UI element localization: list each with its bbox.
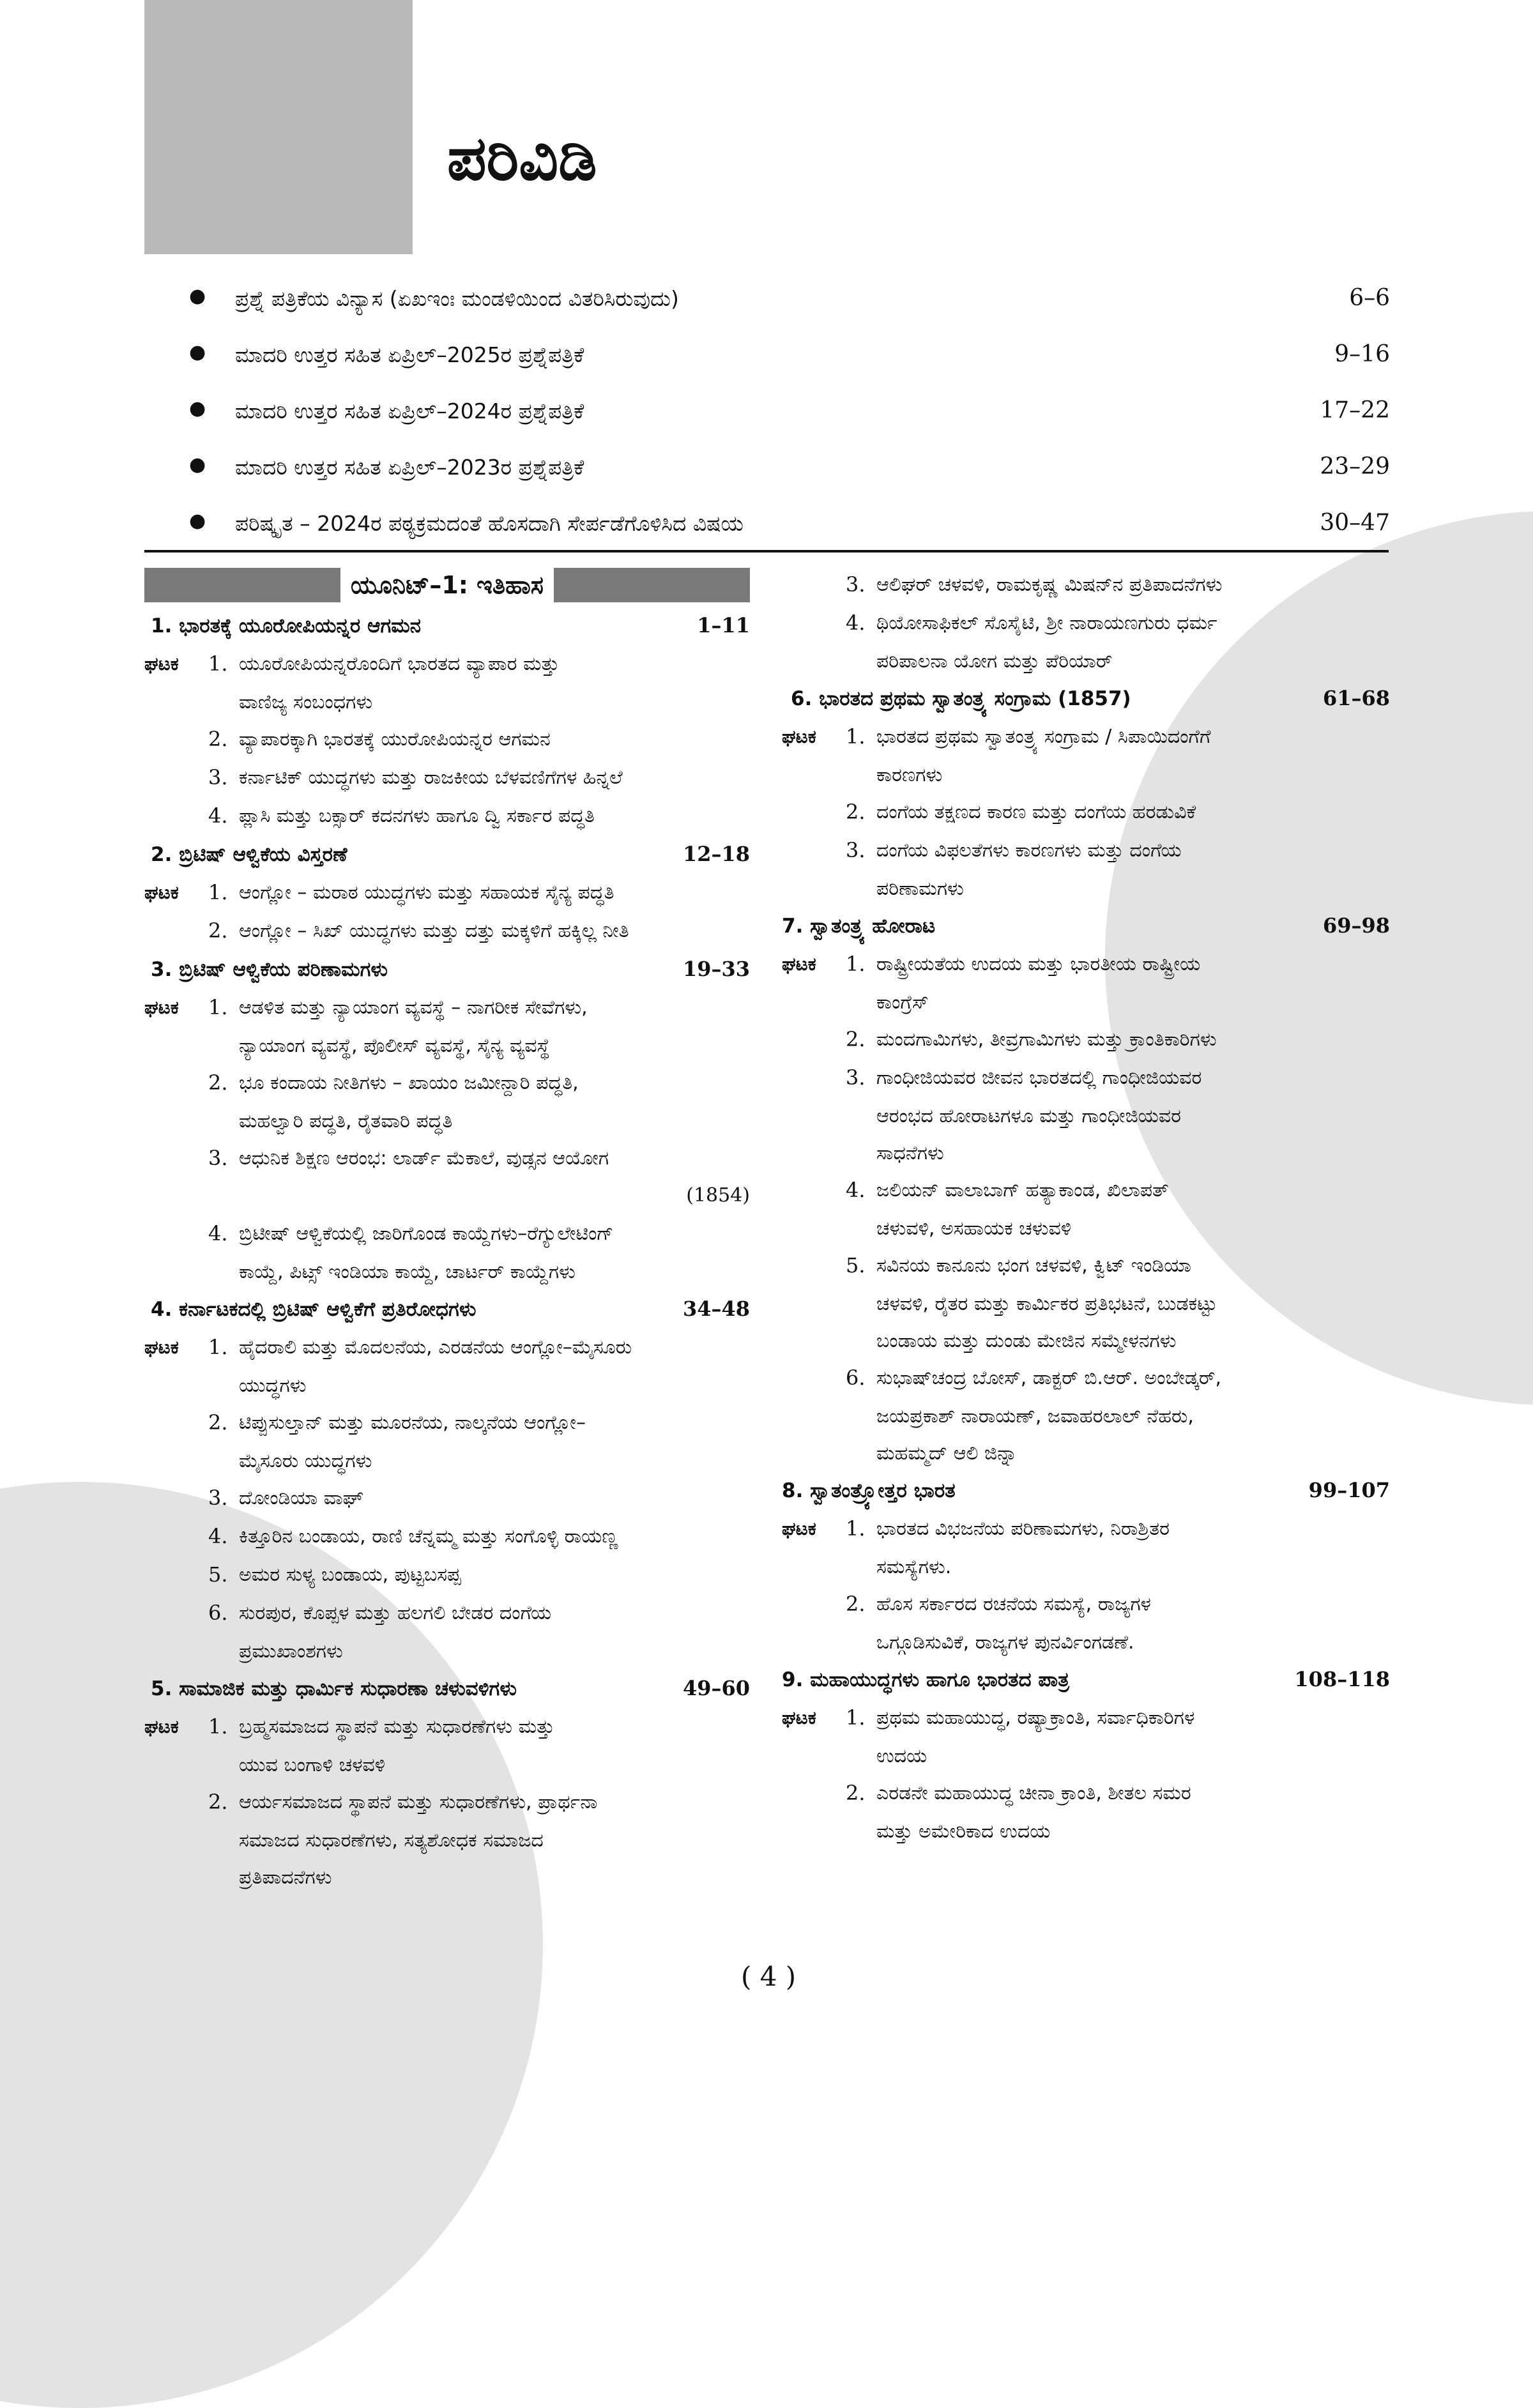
line-text: ಭಾರತದ ಪ್ರಥಮ ಸ್ವಾತಂತ್ರ್ಯ ಸಂಗ್ರಾಮ / ಸಿಪಾಯಿದಂಗೆಗೆ (876, 726, 1211, 748)
line-text: ಆಂಗ್ಲೋ – ಸಿಖ್ ಯುದ್ಧಗಳು ಮತ್ತು ದತ್ತು ಮಕ್ಕಳಿಗೆ ಹಕ್ಕಿಲ್ಲ ನೀತಿ (239, 920, 629, 942)
item-pages: 30–47 (1320, 510, 1390, 536)
front-matter-item (144, 448, 1390, 505)
ghataka-label: ಘಟಕ (144, 1716, 179, 1737)
line-text: ಸಮಾಜದ ಸುಧಾರಣೆಗಳು, ಸತ್ಯಶೋಧಕ ಸಮಾಜದ (239, 1829, 544, 1852)
toc-line (144, 720, 750, 759)
line-text: ಆಡಳಿತ ಮತ್ತು ನ್ಯಾಯಾಂಗ ವ್ಯವಸ್ಥೆ – ನಾಗರೀಕ ಸೇವೆಗಳು, (239, 996, 588, 1019)
toc-line (144, 1556, 750, 1594)
line-text: ಭಾರತದ ವಿಭಜನೆಯ ಪರಿಣಾಮಗಳು, ನಿರಾಶ್ರಿತರ (876, 1518, 1170, 1540)
item-number: 3. (208, 1146, 228, 1170)
chapter-title: 7. ಸ್ವಾತಂತ್ರ್ಯ ಹೋರಾಟ (782, 915, 936, 938)
toc-line (144, 1139, 750, 1178)
chapter-title: 8. ಸ್ವಾತಂತ್ರ್ಯೋತ್ತರ ಭಾರತ (782, 1479, 956, 1502)
chapter-title: 9. ಮಹಾಯುದ್ಧಗಳು ಹಾಗೂ ಭಾರತದ ಪಾತ್ರ (782, 1668, 1069, 1691)
item-number: 2. (208, 1071, 228, 1095)
toc-line (144, 1215, 750, 1253)
front-matter-list (144, 280, 1390, 561)
item-number: 4. (846, 611, 866, 635)
item-pages: 17–22 (1320, 397, 1390, 423)
line-text: ರಾಷ್ಟ್ರೀಯತೆಯ ಉದಯ ಮತ್ತು ಭಾರತೀಯ ರಾಷ್ಟ್ರೀಯ (876, 953, 1201, 975)
toc-line (144, 1027, 750, 1064)
line-text: ಬಂಡಾಯ ಮತ್ತು ದುಂಡು ಮೇಜಿನ ಸಮ್ಮೇಳನಗಳು (876, 1330, 1177, 1352)
line-text: ದಂಗೆಯ ತಕ್ಷಣದ ಕಾರಣ ಮತ್ತು ದಂಗೆಯ ಹರಡುವಿಕೆ (876, 801, 1196, 823)
ghataka-label: ಘಟಕ (144, 1336, 179, 1358)
toc-line (144, 1822, 750, 1859)
line-text: ಮೈಸೂರು ಯುದ್ಧಗಳು (239, 1450, 372, 1472)
chapter-heading (782, 1472, 1390, 1510)
ghataka-label: ಘಟಕ (144, 653, 179, 674)
item-number: 3. (208, 1486, 228, 1510)
line-text: ನ್ಯಾಯಾಂಗ ವ್ಯವಸ್ಥೆ, ಪೊಲೀಸ್ ವ್ಯವಸ್ಥೆ, ಸೈನ್ಯ ವ್ಯವಸ್ಥೆ (239, 1035, 550, 1057)
unit-header-bar-right (554, 568, 750, 602)
item-text: ಪರಿಷ್ಕೃತ – 2024ರ ಪಠ್ಯಕ್ರಮದಂತೆ ಹೊಸದಾಗಿ ಸೇರ್ಪಡೆಗೊಳಿಸಿದ ವಿಷಯ (235, 511, 744, 536)
line-text: ಆರಂಭದ ಹೋರಾಟಗಳೂ ಮತ್ತು ಗಾಂಧೀಜಿಯವರ (876, 1105, 1181, 1127)
toc-line (782, 1774, 1390, 1813)
ghataka-label: ಘಟಕ (782, 726, 816, 747)
toc-line (144, 874, 750, 912)
line-text: ಆಧುನಿಕ ಶಿಕ್ಷಣ ಆರಂಭ: ಲಾರ್ಡ್ ಮೆಕಾಲೆ, ವುಡ್ಸನ ಆಯೋಗ (239, 1147, 609, 1170)
toc-line (782, 832, 1390, 870)
line-text: ಸವಿನಯ ಕಾನೂನು ಭಂಗ ಚಳವಳಿ, ಕ್ವಿಟ್ ಇಂಡಿಯಾ (876, 1254, 1192, 1277)
line-text: ದಂಗೆಯ ವಿಫಲತೆಗಳು ಕಾರಣಗಳು ಮತ್ತು ದಂಗೆಯ (876, 839, 1182, 862)
toc-line (782, 604, 1390, 643)
bullet-icon: ● (189, 453, 206, 476)
chapter-title: 5. ಸಾಮಾಜಿಕ ಮತ್ತು ಧಾರ್ಮಿಕ ಸುಧಾರಣಾ ಚಳುವಳಿಗಳು (151, 1677, 517, 1700)
line-text: ಉದಯ (876, 1745, 927, 1767)
front-matter-item (144, 336, 1390, 392)
line-text: ವ್ಯಾಪಾರಕ್ಕಾಗಿ ಭಾರತಕ್ಕೆ ಯುರೋಪಿಯನ್ನರ ಆಗಮನ (239, 728, 551, 751)
toc-line (144, 1518, 750, 1556)
toc-line (782, 1171, 1390, 1210)
item-number: 2. (846, 1027, 866, 1051)
item-text: ಮಾದರಿ ಉತ್ತರ ಸಹಿತ ಏಪ್ರಿಲ್–2025ರ ಪ್ರಶ್ನೆಪತ್ರಿಕೆ (235, 342, 584, 367)
toc-line (782, 1021, 1390, 1059)
line-text: ಮತ್ತು ಅಮೇರಿಕಾದ ಉದಯ (876, 1820, 1051, 1843)
chapter-pages: 49–60 (682, 1676, 750, 1700)
toc-line (144, 797, 750, 835)
line-text: ಬ್ರಿಟೀಷ್ ಆಳ್ವಿಕೆಯಲ್ಲಿ ಜಾರಿಗೊಂಡ ಕಾಯ್ದೆಗಳು–ರೆಗ್ಯುಲೇಟಿಂಗ್ (239, 1223, 614, 1245)
toc-line (144, 1479, 750, 1518)
chapter-pages: 99–107 (1308, 1478, 1390, 1502)
item-text: ಪ್ರಶ್ನೆ ಪತ್ರಿಕೆಯ ವಿನ್ಯಾಸ (ಏಖಇಂಃ ಮಂಡಳಿಯಿಂದ ವಿತರಿಸಿರುವುದು) (235, 286, 679, 311)
chapter-heading (144, 1290, 750, 1329)
chapter-heading (782, 1661, 1390, 1699)
toc-line (782, 1210, 1390, 1247)
line-text: ಬ್ರಹ್ಮಸಮಾಜದ ಸ್ಥಾಪನೆ ಮತ್ತು ಸುಧಾರಣೆಗಳು ಮತ್ತು (239, 1716, 555, 1738)
line-text: ಪ್ಲಾಸಿ ಮತ್ತು ಬಕ್ಸಾರ್ ಕದನಗಳು ಹಾಗೂ ದ್ವಿ ಸರ್ಕಾರ ಪದ್ಧತಿ (239, 805, 595, 827)
front-matter-item (144, 280, 1390, 336)
line-text: ಕಾಂಗ್ರೆಸ್ (876, 991, 929, 1014)
line-text: ಅಮರ ಸುಳ್ಯ ಬಂಡಾಯ, ಪುಟ್ಟಬಸಪ್ಪ (239, 1564, 461, 1586)
toc-line (144, 1859, 750, 1896)
toc-line (782, 1285, 1390, 1322)
line-text: ಸುರಪುರ, ಕೊಪ್ಪಳ ಮತ್ತು ಹಲಗಲಿ ಬೇಡರ ದಂಗೆಯ (239, 1602, 552, 1624)
item-number: 3. (208, 765, 228, 789)
item-number: 2. (846, 1781, 866, 1805)
toc-line (782, 1585, 1390, 1624)
toc-line (144, 1178, 750, 1215)
chapter-heading (144, 950, 750, 989)
line-text: ಯುವ ಬಂಗಾಳಿ ಚಳವಳಿ (239, 1754, 386, 1776)
line-text: ಚಳವಳಿ, ರೈತರ ಮತ್ತು ಕಾರ್ಮಿಕರ ಪ್ರತಿಭಟನೆ, ಬುಡಕಟ್ಟು (876, 1293, 1217, 1315)
item-number: 1. (208, 652, 228, 676)
line-text: ದೋಂಡಿಯಾ ವಾಘ್ (239, 1487, 363, 1509)
chapter-pages: 19–33 (682, 957, 750, 981)
toc-line (782, 643, 1390, 680)
toc-line (782, 1699, 1390, 1737)
toc-line (782, 984, 1390, 1021)
toc-line (144, 1253, 750, 1290)
toc-line (782, 756, 1390, 793)
toc-line (782, 1548, 1390, 1585)
unit-title: ಯೂನಿಟ್–1: ಇತಿಹಾಸ (351, 570, 544, 599)
line-text: ಎರಡನೇ ಮಹಾಯುದ್ಧ ಚೀನಾ ಕ್ರಾಂತಿ, ಶೀತಲ ಸಮರ (876, 1782, 1191, 1804)
line-text: ಮಹಮ್ಮದ್ ಆಲಿ ಜಿನ್ನಾ (876, 1442, 1018, 1465)
item-number: 2. (208, 1790, 228, 1814)
toc-line (144, 1064, 750, 1102)
line-text: ಹೊಸ ಸರ್ಕಾರದ ರಚನೆಯ ಸಮಸ್ಯೆ, ರಾಜ್ಯಗಳ (876, 1593, 1151, 1615)
toc-line (144, 1783, 750, 1822)
line-text: ಪ್ರತಿಪಾದನೆಗಳು (239, 1866, 332, 1889)
item-number: 4. (208, 804, 228, 828)
line-text: ಜಯಪ್ರಕಾಶ್ ನಾರಾಯಣ್, ಜವಾಹರಲಾಲ್ ನೆಹರು, (876, 1405, 1194, 1428)
chapter-pages: 108–118 (1294, 1667, 1390, 1691)
line-text: ಯುದ್ಧಗಳು (239, 1375, 307, 1397)
item-number: 3. (846, 572, 866, 597)
item-number: 1. (846, 724, 866, 749)
item-number: 2. (846, 800, 866, 824)
line-text: ಪರಿಣಾಮಗಳು (876, 878, 964, 900)
item-pages: 9–16 (1334, 341, 1390, 367)
line-text: ಟಿಪ್ಪುಸುಲ್ತಾನ್ ಮತ್ತು ಮೂರನೆಯ, ನಾಲ್ಕನೆಯ ಆಂಗ್ಲೋ– (239, 1412, 586, 1434)
chapter-pages: 69–98 (1322, 913, 1390, 938)
toc-line (144, 1442, 750, 1479)
line-text: ಸಮಸ್ಯೆಗಳು. (876, 1556, 952, 1578)
toc-line (144, 1367, 750, 1404)
line-text: ಮಂದಗಾಮಿಗಳು, ತೀವ್ರಗಾಮಿಗಳು ಮತ್ತು ಕ್ರಾಂತಿಕಾರಿಗಳು (876, 1028, 1217, 1051)
toc-line (144, 683, 750, 720)
chapter-title: 1. ಭಾರತಕ್ಕೆ ಯೂರೋಪಿಯನ್ನರ ಆಗಮನ (151, 614, 421, 637)
toc-line (144, 1594, 750, 1633)
line-text: ಒಗ್ಗೂಡಿಸುವಿಕೆ, ರಾಜ್ಯಗಳ ಪುನರ್ವಿಂಗಡಣೆ. (876, 1631, 1134, 1654)
toc-line (782, 1322, 1390, 1359)
line-text: ಹೈದರಾಲಿ ಮತ್ತು ಮೊದಲನೆಯ, ಎರಡನೆಯ ಆಂಗ್ಲೋ–ಮೈಸೂರು (239, 1336, 632, 1359)
toc-line (782, 1247, 1390, 1285)
ghataka-label: ಘಟಕ (144, 996, 179, 1018)
toc-line (144, 1746, 750, 1783)
item-number: 2. (846, 1592, 866, 1616)
toc-line (144, 1404, 750, 1442)
ghataka-label: ಘಟಕ (144, 881, 179, 903)
ghataka-label: ಘಟಕ (782, 953, 816, 975)
toc-line (782, 793, 1390, 832)
toc-line (782, 1737, 1390, 1774)
item-number: 1. (208, 995, 228, 1019)
toc-line (144, 759, 750, 797)
toc-line (782, 566, 1390, 604)
page-title: ಪರಿವಿಡಿ (447, 123, 597, 194)
bullet-icon: ● (189, 510, 206, 532)
item-text: ಮಾದರಿ ಉತ್ತರ ಸಹಿತ ಏಪ್ರಿಲ್–2023ರ ಪ್ರಶ್ನೆಪತ್ರಿಕೆ (235, 455, 584, 480)
toc-line (144, 989, 750, 1027)
line-text: ಜಲಿಯನ್ ವಾಲಾಬಾಗ್ ಹತ್ಯಾಕಾಂಡ, ಖಿಲಾಪತ್ (876, 1179, 1169, 1201)
ghataka-label: ಘಟಕ (782, 1707, 816, 1728)
chapter-pages: 34–48 (682, 1297, 750, 1321)
chapter-title: 3. ಬ್ರಿಟಿಷ್ ಆಳ್ವಿಕೆಯ ಪರಿಣಾಮಗಳು (151, 958, 388, 981)
line-text: ಕಿತ್ತೂರಿನ ಬಂಡಾಯ, ರಾಣಿ ಚೆನ್ನಮ್ಮ ಮತ್ತು ಸಂಗೊಳ್ಳಿ ರಾಯಣ್ಣ (239, 1525, 618, 1548)
divider-rule (144, 550, 1389, 552)
line-text: ಆಲಿಘರ್ ಚಳವಳಿ, ರಾಮಕೃಷ್ಣ ಮಿಷನ್‌ನ ಪ್ರತಿಪಾದನೆಗಳು (876, 574, 1223, 596)
bullet-icon: ● (189, 285, 206, 307)
toc-line (782, 1624, 1390, 1661)
item-number: 1. (208, 880, 228, 904)
item-number: 2. (208, 1410, 228, 1435)
item-number: 3. (846, 1065, 866, 1090)
toc-line (144, 1102, 750, 1139)
item-number: 3. (846, 838, 866, 862)
front-matter-item (144, 392, 1390, 448)
header-gray-block (144, 0, 413, 254)
line-text: ಆಂಗ್ಲೋ – ಮರಾಠ ಯುದ್ಧಗಳು ಮತ್ತು ಸಹಾಯಕ ಸೈನ್ಯ ಪದ್ಧತಿ (239, 881, 614, 904)
item-number: 5. (208, 1562, 228, 1587)
toc-line (782, 1398, 1390, 1435)
chapter-title: 6. ಭಾರತದ ಪ್ರಥಮ ಸ್ವಾತಂತ್ರ್ಯ ಸಂಗ್ರಾಮ (1857) (791, 687, 1131, 710)
chapter-title: 2. ಬ್ರಿಟಿಷ್ ಆಳ್ವಿಕೆಯ ವಿಸ್ತರಣೆ (151, 843, 347, 866)
line-text: ಪರಿಪಾಲನಾ ಯೋಗ ಮತ್ತು ಪೆರಿಯಾರ್ (876, 650, 1113, 673)
toc-line (144, 1708, 750, 1746)
item-number: 2. (208, 918, 228, 943)
line-year: (1854) (686, 1184, 750, 1207)
line-text: ಸುಭಾಷ್‌ಚಂದ್ರ ಬೋಸ್, ಡಾಕ್ಟರ್ ಬಿ.ಆರ್. ಅಂಬೇಡ್ಕರ್, (876, 1367, 1221, 1389)
toc-line (782, 1510, 1390, 1548)
item-number: 1. (846, 952, 866, 976)
chapter-pages: 1–11 (697, 613, 750, 637)
toc-line (144, 1633, 750, 1670)
chapter-pages: 61–68 (1322, 686, 1390, 710)
chapter-heading (782, 907, 1390, 945)
toc-right-column (782, 566, 1390, 1850)
toc-line (144, 645, 750, 683)
toc-line (782, 1435, 1390, 1472)
toc-line (782, 1059, 1390, 1097)
line-text: ಕಾಯ್ದೆ, ಪಿಟ್ಸ್ ಇಂಡಿಯಾ ಕಾಯ್ದೆ, ಚಾರ್ಟರ್ ಕಾಯ್ದೆಗಳು (239, 1261, 576, 1283)
item-pages: 23–29 (1320, 453, 1390, 480)
line-text: ಮಹಲ್ವಾರಿ ಪದ್ಧತಿ, ರೈತವಾರಿ ಪದ್ಧತಿ (239, 1110, 453, 1132)
item-number: 1. (208, 1335, 228, 1359)
line-text: ಭೂ ಕಂದಾಯ ನೀತಿಗಳು – ಖಾಯಂ ಜಮೀನ್ದಾರಿ ಪದ್ಧತಿ, (239, 1072, 579, 1094)
unit-header-bar-left (144, 568, 340, 602)
line-text: ವಾಣಿಜ್ಯ ಸಂಬಂಧಗಳು (239, 691, 373, 713)
item-number: 4. (208, 1524, 228, 1548)
line-text: ಯೂರೋಪಿಯನ್ನರೊಂದಿಗೆ ಭಾರತದ ವ್ಯಾಪಾರ ಮತ್ತು (239, 653, 560, 675)
bullet-icon: ● (189, 341, 206, 363)
bullet-icon: ● (189, 397, 206, 420)
item-pages: 6–6 (1349, 285, 1390, 311)
line-text: ಚಳುವಳಿ, ಅಸಹಾಯಕ ಚಳುವಳಿ (876, 1217, 1072, 1240)
toc-line (782, 870, 1390, 907)
toc-line (782, 1134, 1390, 1171)
item-text: ಮಾದರಿ ಉತ್ತರ ಸಹಿತ ಏಪ್ರಿಲ್–2024ರ ಪ್ರಶ್ನೆಪತ್ರಿಕೆ (235, 399, 584, 423)
toc-line (782, 1359, 1390, 1398)
item-number: 6. (846, 1366, 866, 1390)
item-number: 1. (846, 1516, 866, 1541)
item-number: 4. (846, 1178, 866, 1202)
ghataka-label: ಘಟಕ (782, 1518, 816, 1539)
chapter-heading (782, 680, 1390, 718)
toc-left-column (144, 566, 750, 1896)
item-number: 1. (208, 1714, 228, 1739)
line-text: ಥಿಯೋಸಾಫಿಕಲ್ ಸೊಸೈಟಿ, ಶ್ರೀ ನಾರಾಯಣಗುರು ಧರ್ಮ (876, 612, 1217, 634)
item-number: 4. (208, 1221, 228, 1246)
line-text: ಸಾಧನೆಗಳು (876, 1142, 944, 1164)
item-number: 2. (208, 727, 228, 751)
toc-line (144, 912, 750, 950)
chapter-pages: 12–18 (682, 842, 750, 866)
chapter-heading (144, 607, 750, 645)
toc-line (782, 1097, 1390, 1134)
line-text: ಕರ್ನಾಟಿಕ್ ಯುದ್ಧಗಳು ಮತ್ತು ರಾಜಕೀಯ ಬೆಳವಣಿಗೆಗಳ ಹಿನ್ನಲೆ (239, 766, 623, 789)
line-text: ಕಾರಣಗಳು (876, 764, 943, 786)
toc-line (782, 945, 1390, 984)
chapter-heading (144, 835, 750, 874)
chapter-heading (144, 1670, 750, 1708)
toc-line (782, 1813, 1390, 1850)
line-text: ಪ್ರಮುಖಾಂಶಗಳು (239, 1640, 343, 1663)
item-number: 5. (846, 1253, 866, 1277)
toc-line (144, 1329, 750, 1367)
page-number: ( 4 ) (741, 1961, 797, 1992)
chapter-title: 4. ಕರ್ನಾಟಕದಲ್ಲಿ ಬ್ರಿಟಿಷ್ ಆಳ್ವಿಕೆಗೆ ಪ್ರತಿರೋಧಗಳು (151, 1298, 477, 1321)
item-number: 6. (208, 1601, 228, 1625)
item-number: 1. (846, 1705, 866, 1730)
line-text: ಆರ್ಯಸಮಾಜದ ಸ್ಥಾಪನೆ ಮತ್ತು ಸುಧಾರಣೆಗಳು, ಪ್ರಾರ್ಥನಾ (239, 1791, 598, 1813)
line-text: ಗಾಂಧೀಜಿಯವರ ಜೀವನ ಭಾರತದಲ್ಲಿ ಗಾಂಧೀಜಿಯವರ (876, 1067, 1202, 1089)
unit-header (144, 566, 750, 604)
toc-line (782, 718, 1390, 756)
line-text: ಪ್ರಥಮ ಮಹಾಯುದ್ಧ, ರಷ್ಯಾಕ್ರಾಂತಿ, ಸರ್ವಾಧಿಕಾರಿಗಳ (876, 1707, 1195, 1729)
